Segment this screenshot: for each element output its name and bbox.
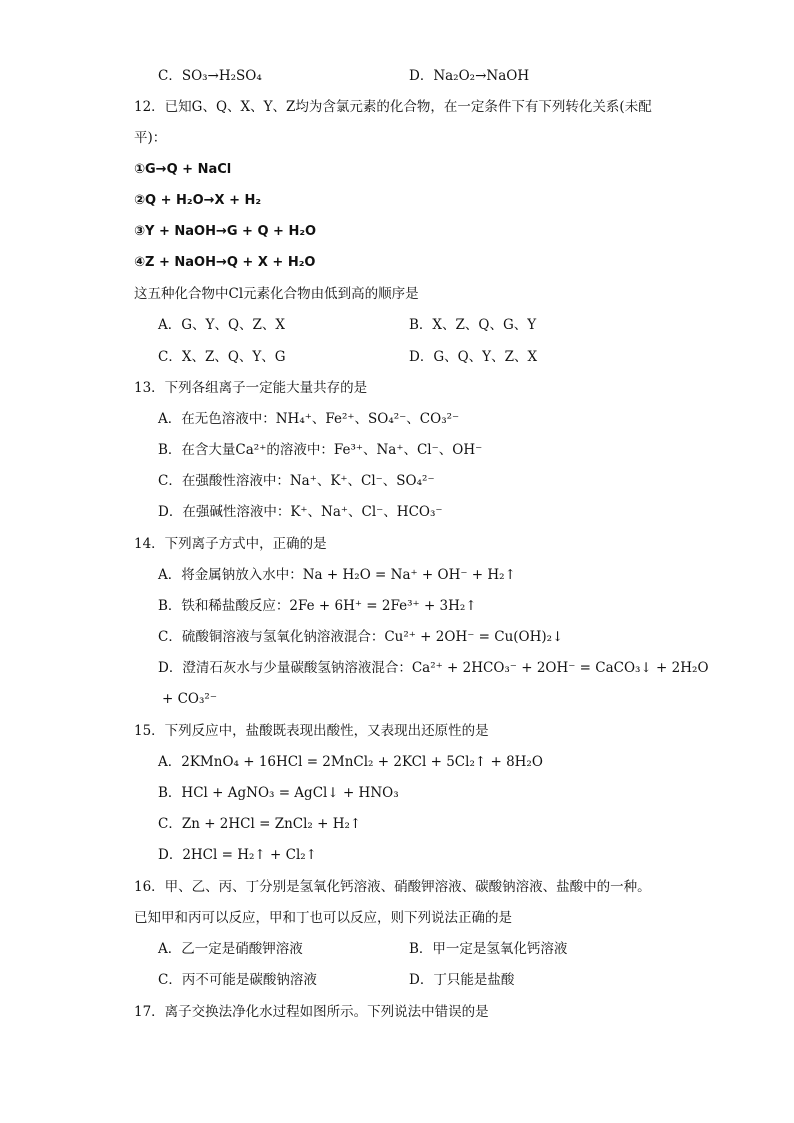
q11-option-c: C．SO₃→H₂SO₄ [158, 68, 262, 84]
q12-question: 这五种化合物中Cl元素化合物由低到高的顺序是 [134, 286, 419, 302]
q11-option-d: D．Na₂O₂→NaOH [409, 68, 530, 84]
q15-option-a: A．2KMnO₄ + 16HCl = 2MnCl₂ + 2KCl + 5Cl₂↑ + 8H₂O [158, 754, 543, 770]
q16-stem: 16．甲、乙、丙、丁分别是氢氧化钙溶液、硝酸钾溶液、碳酸钠溶液、盐酸中的一种。 [134, 879, 651, 895]
q12-option-c: C．X、Z、Q、Y、G [158, 349, 286, 365]
q14-option-b: B．铁和稀盐酸反应：2Fe + 6H⁺ = 2Fe³⁺ + 3H₂↑ [158, 598, 477, 614]
q13-option-d: D．在强碱性溶液中：K⁺、Na⁺、Cl⁻、HCO₃⁻ [158, 504, 443, 520]
q14-option-d-cont: + CO₃²⁻ [162, 691, 217, 707]
q12-reaction-4: ④Z + NaOH→Q + X + H₂O [134, 255, 316, 270]
q15-option-b: B．HCl + AgNO₃ = AgCl↓ + HNO₃ [158, 785, 399, 801]
q12-option-a: A．G、Y、Q、Z、X [158, 317, 286, 333]
q17-stem: 17．离子交换法净化水过程如图所示。下列说法中错误的是 [134, 1004, 489, 1020]
q16-stem-cont: 已知甲和丙可以反应，甲和丁也可以反应，则下列说法正确的是 [134, 910, 512, 926]
q13-option-a: A．在无色溶液中：NH₄⁺、Fe²⁺、SO₄²⁻、CO₃²⁻ [158, 411, 460, 427]
q15-option-d: D．2HCl = H₂↑ + Cl₂↑ [158, 847, 317, 863]
q13-option-c: C．在强酸性溶液中：Na⁺、K⁺、Cl⁻、SO₄²⁻ [158, 473, 435, 489]
q15-option-c: C．Zn + 2HCl = ZnCl₂ + H₂↑ [158, 816, 362, 832]
q13-option-b: B．在含大量Ca²⁺的溶液中：Fe³⁺、Na⁺、Cl⁻、OH⁻ [158, 442, 483, 458]
q13-stem: 13．下列各组离子一定能大量共存的是 [134, 380, 368, 396]
q12-option-b: B．X、Z、Q、G、Y [409, 317, 537, 333]
q14-option-d: D．澄清石灰水与少量碳酸氢钠溶液混合：Ca²⁺ + 2HCO₃⁻ + 2OH⁻ = CaCO₃↓ + 2H₂O [158, 660, 709, 676]
q16-option-d: D．丁只能是盐酸 [409, 972, 515, 988]
q16-option-a: A．乙一定是硝酸钾溶液 [158, 941, 303, 957]
q12-option-d: D．G、Q、Y、Z、X [409, 349, 538, 365]
q14-stem: 14．下列离子方式中，正确的是 [134, 536, 327, 552]
q12-stem-cont: 平)： [134, 130, 167, 146]
q15-stem: 15．下列反应中，盐酸既表现出酸性，又表现出还原性的是 [134, 723, 489, 739]
q12-reaction-2: ②Q + H₂O→X + H₂ [134, 193, 262, 208]
q16-option-c: C．丙不可能是碳酸钠溶液 [158, 972, 317, 988]
q12-reaction-3: ③Y + NaOH→G + Q + H₂O [134, 224, 317, 239]
q16-option-b: B．甲一定是氢氧化钙溶液 [409, 941, 568, 957]
q14-option-a: A．将金属钠放入水中：Na + H₂O = Na⁺ + OH⁻ + H₂↑ [158, 567, 516, 583]
q12-reaction-1: ①G→Q + NaCl [134, 162, 232, 177]
q12-stem: 12．已知G、Q、X、Y、Z均为含氯元素的化合物，在一定条件下有下列转化关系(未配 [134, 99, 652, 115]
q14-option-c: C．硫酸铜溶液与氢氧化钠溶液混合：Cu²⁺ + 2OH⁻ = Cu(OH)₂↓ [158, 629, 564, 645]
